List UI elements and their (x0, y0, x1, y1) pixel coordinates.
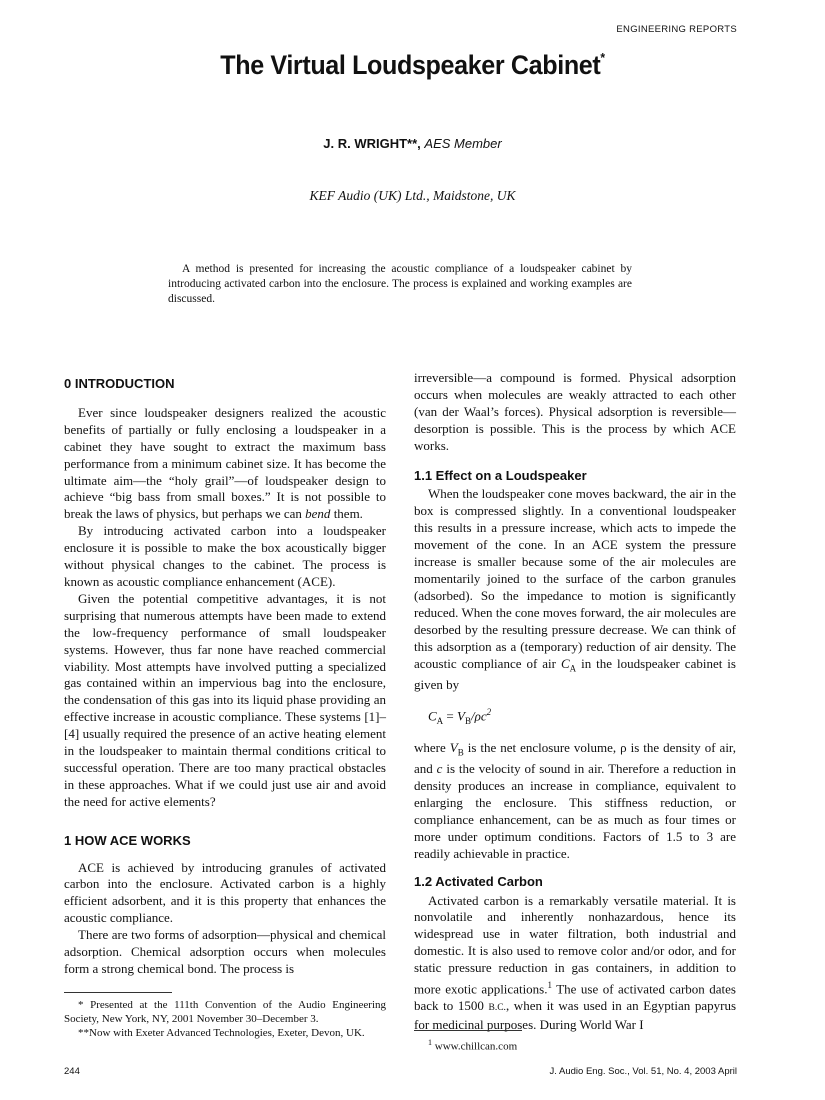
eq-exponent: 2 (486, 706, 492, 717)
running-head: ENGINEERING REPORTS (616, 24, 737, 35)
author-line (0, 136, 825, 151)
symbol-c-velocity: c (436, 761, 443, 777)
intro-paragraph-3: Given the potential competitive advantages, it is not surprising that numerous attempts have been made to extend the low-frequency performance of small loudspeaker systems. However, thus far none have reached commercial viability. Most attempts have involved putting a specialized gas contained within an impervious bag into the enclosure, the condensation of this gas into its liquid phase providing an effective increase in acoustic compliance. These systems [1]–[4] usually required the presence of an active heating element in the loudspeaker to maintain thermal conditions critical to successful operation. There are too many practical obstacles in these approaches. What if we could just use air and avoid the need for active elements? (64, 590, 386, 809)
paper-title-text: The Virtual Loudspeaker Cabinet (220, 50, 601, 80)
left-column (64, 376, 386, 978)
page-number: 244 (64, 1066, 80, 1077)
author-affiliation: KEF Audio (UK) Ltd., Maidstone, UK (309, 188, 516, 203)
paper-title (29, 50, 796, 81)
footnote-presented: * Presented at the 111th Convention of the Audio Engineering Society, New York, NY, 2001 November 30–December 3. (64, 999, 386, 1025)
title-footnote-mark: * (600, 50, 605, 65)
journal-citation: J. Audio Eng. Soc., Vol. 51, No. 4, 2003 April (549, 1066, 737, 1077)
effect-paragraph-2 (414, 740, 736, 863)
eq-equals: = (443, 708, 458, 724)
right-column (414, 370, 736, 1034)
eq-v: V (457, 708, 465, 724)
carbon-p1-middle: The use of activated carbon dates back to 1500 (414, 981, 736, 1014)
effect-p2-start: where (414, 739, 450, 755)
intro-paragraph-1 (64, 405, 386, 523)
symbol-v: V (449, 739, 458, 755)
author-membership: AES Member (424, 136, 502, 151)
symbol-c-subscript: A (569, 663, 577, 674)
author-name: J. R. WRIGHT**, (323, 136, 421, 151)
effect-p1-text: When the loudspeaker cone moves backward, the air in the box is compressed slightly. In a conventional loudspeaker this results in a pressure increase, which acts to impede the movement of the cone. In an ACE system the pressure increase is smaller because some of the air molecules are momentarily joined to the surface of the carbon granules (adsorbed). So the impedance to motion is significantly reduced. When the cone moves forward, the air molecules are desorbed by the resulting pressure decrease. We can think of this adsorption as a (temporary) reduction of air density. The acoustic compliance of air (414, 486, 736, 671)
eq-lhs: C (428, 708, 437, 724)
footnote-author-affiliation: **Now with Exeter Advanced Technologies, Exeter, Devon, UK. (78, 1027, 365, 1039)
footnote-rule-right (414, 1030, 522, 1031)
footnote-url-text: www.chillcan.com (434, 1040, 518, 1053)
carbon-p1-text: Activated carbon is a remarkably versatile material. It is nonvolatile and inherently nonhazardous, hence its widespread use in water filtration, both industrial and domestic. It is also used to remove color and/or odor, and for static pressure reduction in gas containers, in addition to more exotic applications. (414, 892, 736, 997)
how-paragraph-1: ACE is achieved by introducing granules of activated carbon into the enclosure. Activated carbon is a highly efficient adsorbent, and it is this property that enhances the acoustic compliance. (64, 859, 386, 926)
effect-paragraph-1 (414, 486, 736, 693)
effect-p2-middle: is the net enclosure volume, ρ is the density of air, and (414, 739, 736, 777)
compliance-equation (428, 704, 736, 730)
eq-rest: /ρc (470, 708, 487, 724)
effect-p1-end: in the loudspeaker cabinet is given by (414, 655, 736, 692)
subsection-heading-effect: 1.1 Effect on a Loudspeaker (414, 467, 587, 483)
footnotes-left (64, 998, 386, 1040)
era-abbreviation: B.C. (488, 1003, 506, 1014)
intro-p1-end: them. (330, 506, 363, 522)
carbon-p1-end: , when it was used in an Egyptian papyrus for medicinal purposes. During World War I (414, 998, 736, 1033)
intro-p1-text: Ever since loudspeaker designers realized the acoustic benefits of partially or fully enclosing a loudspeaker in a cabinet they have sought to extract the maximum bass performance from a minimum cabinet size. It has become the ultimate aim—the “holy grail”—of loudspeaker design to achieve “big bass from small boxes.” It is not possible to break the laws of physics, but perhaps we can (64, 404, 386, 522)
section-heading-how-ace-works: 1 HOW ACE WORKS (64, 832, 191, 848)
intro-paragraph-2: By introducing activated carbon into a loudspeaker enclosure it is possible to make the box acoustically bigger without physical changes to the cabinet. The process is known as acoustic compliance enhancement (ACE). (64, 523, 386, 589)
carbon-paragraph-1 (414, 893, 736, 1035)
footnote-url (428, 1038, 517, 1053)
footnote-url-mark: 1 (428, 1038, 432, 1047)
effect-p2-end: is the velocity of sound in air. Therefore a reduction in density produces an increase in compliance, equivalent to enlarging the enclosure. This stiffness reduction, or compliance enhancement, can be as much as four times or more under optimum conditions. Factors of 1.5 to 3 are readily achievable in practice. (414, 761, 736, 861)
section-heading-introduction: 0 INTRODUCTION (64, 376, 175, 391)
footnote-ref-1: 1 (547, 980, 552, 991)
subsection-heading-activated-carbon: 1.2 Activated Carbon (414, 873, 543, 889)
abstract: A method is presented for increasing the acoustic compliance of a loudspeaker cabinet by introducing activated carbon into the enclosure. The process is explained and working examples are discussed. (168, 263, 632, 305)
eq-v-sub: B (464, 715, 471, 726)
how-paragraph-2: There are two forms of adsorption—physical and chemical adsorption. Chemical adsorption occurs when molecules form a strong chemical bond. The process is (64, 927, 386, 976)
eq-lhs-sub: A (436, 715, 444, 726)
symbol-c: C (560, 655, 570, 671)
footnote-rule-left (64, 992, 172, 993)
intro-p1-emphasis: bend (305, 506, 331, 522)
how-paragraph-2-continued: irreversible—a compound is formed. Physical adsorption occurs when molecules are weakly attracted to each other (van der Waal’s forces). Physical adsorption is reversible—desorption is possible. This is the process by which ACE works. (414, 370, 736, 453)
symbol-v-subscript: B (457, 747, 464, 758)
